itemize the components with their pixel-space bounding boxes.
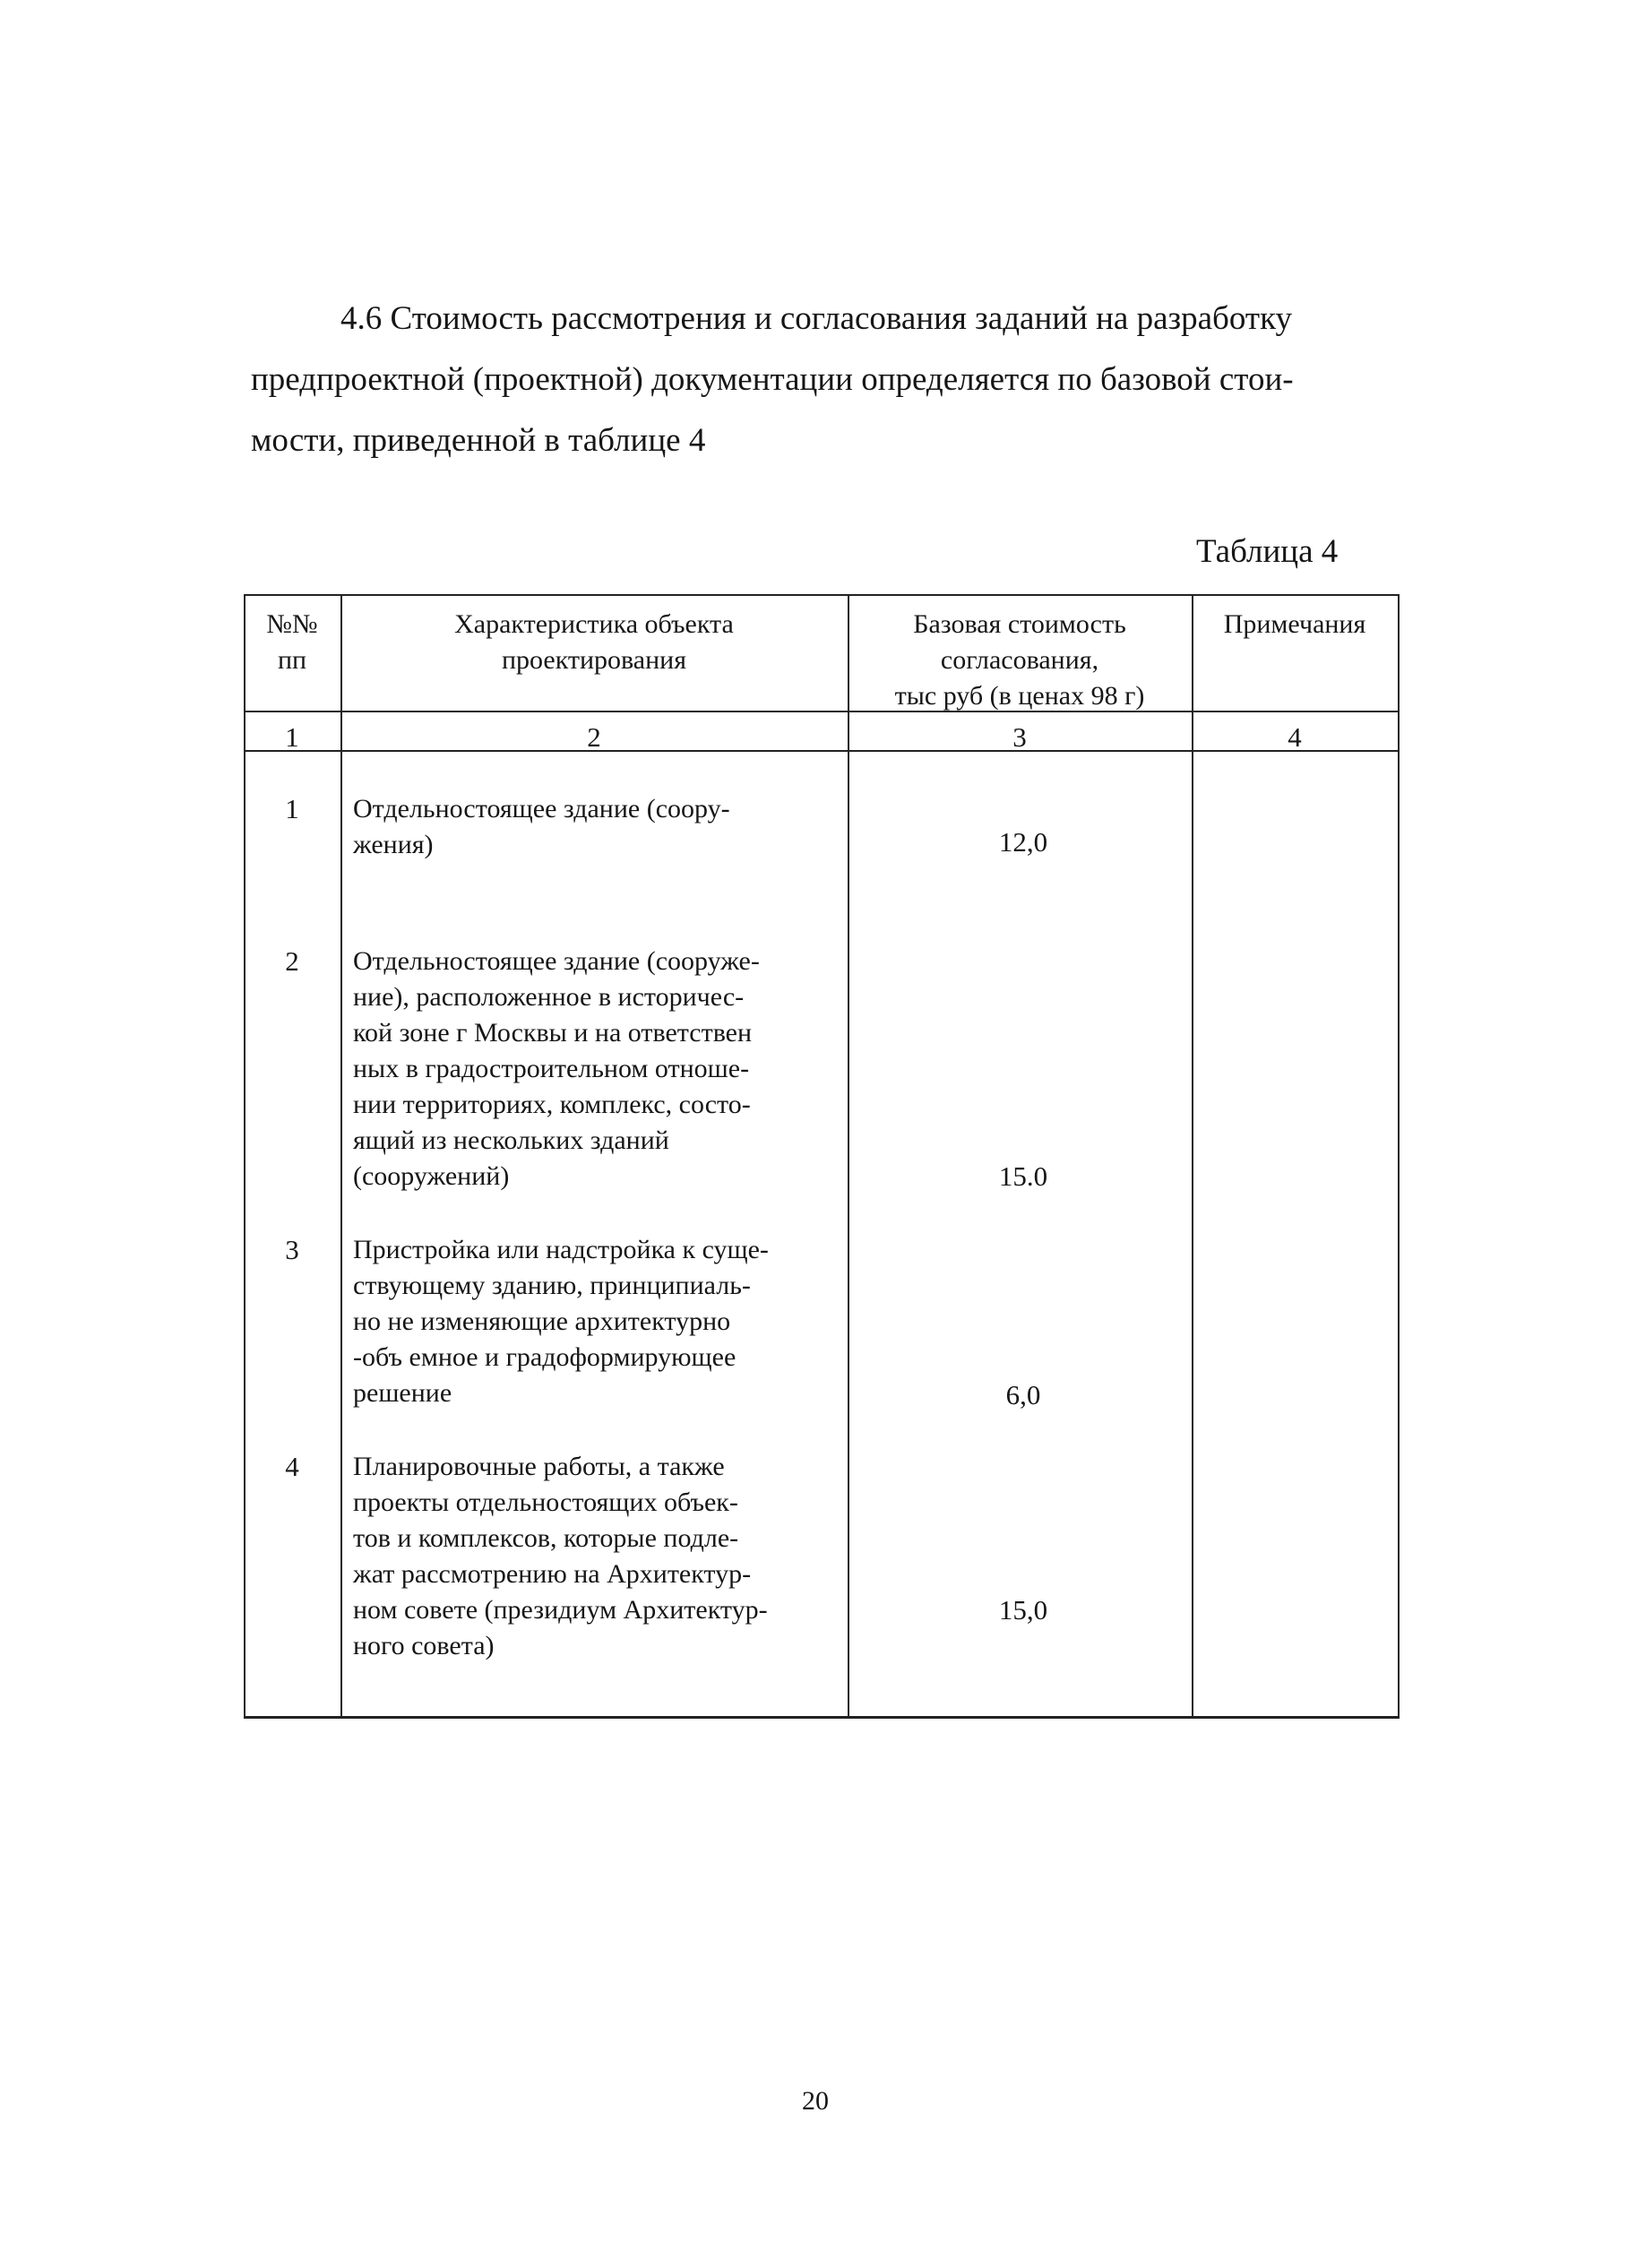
header-description xyxy=(340,607,848,678)
intro-paragraph xyxy=(251,289,1353,471)
description-line: нии территориях, комплекс, состо- xyxy=(353,1090,751,1119)
row-description xyxy=(353,944,837,1194)
column-number: 2 xyxy=(587,721,601,753)
row-cost: 15,0 xyxy=(998,1594,1048,1626)
header-text: №№ xyxy=(266,609,318,639)
header-text: пп xyxy=(277,645,307,675)
column-number: 1 xyxy=(285,721,299,753)
column-number: 4 xyxy=(1288,721,1302,753)
paragraph-line: предпроектной (проектной) документации определяется по базовой стои- xyxy=(251,361,1294,398)
page-number: 20 xyxy=(802,2086,829,2116)
header-divider xyxy=(244,711,1400,712)
row-number: 1 xyxy=(285,793,299,824)
description-line: ствующему зданию, принципиаль- xyxy=(353,1271,751,1300)
description-line: ных в градостроительном отноше- xyxy=(353,1054,750,1083)
description-line: жения) xyxy=(353,830,434,859)
row-cost: 6,0 xyxy=(1005,1379,1041,1410)
header-text: тыс руб (в ценах 98 г) xyxy=(894,681,1145,711)
description-line: ящий из нескольких зданий xyxy=(353,1125,669,1155)
paragraph-line: мости, приведенной в таблице 4 xyxy=(251,422,706,459)
header-notes xyxy=(1192,607,1398,642)
description-line: Пристройка или надстройка к суще- xyxy=(353,1235,769,1264)
description-line: ние), расположенное в историчес- xyxy=(353,982,745,1012)
description-line: тов и комплексов, которые подле- xyxy=(353,1523,739,1553)
column-divider xyxy=(1192,596,1193,1716)
header-text: Примечания xyxy=(1223,609,1366,639)
header-text: Базовая стоимость xyxy=(913,609,1126,639)
row-description xyxy=(353,1449,837,1664)
row-number: 4 xyxy=(285,1451,299,1482)
description-line: решение xyxy=(353,1378,452,1408)
row-description xyxy=(353,791,837,863)
table-caption: Таблица 4 xyxy=(1196,533,1339,570)
header-num xyxy=(244,607,340,678)
row-cost: 15.0 xyxy=(998,1160,1048,1192)
description-line: ном совете (президиум Архитектур- xyxy=(353,1595,768,1625)
description-line: Планировочные работы, а также xyxy=(353,1452,725,1481)
description-line: Отдельностоящее здание (сооруже- xyxy=(353,946,760,976)
header-base-cost xyxy=(848,607,1192,714)
description-line: Отдельностоящее здание (соору- xyxy=(353,794,730,824)
column-divider xyxy=(848,596,849,1716)
header-text: согласования, xyxy=(940,645,1099,675)
row-number: 2 xyxy=(285,945,299,977)
header-text: проектирования xyxy=(501,645,687,675)
description-line: жат рассмотрению на Архитектур- xyxy=(353,1559,752,1589)
row-cost: 12,0 xyxy=(998,826,1048,858)
row-description xyxy=(353,1232,837,1411)
description-line: (сооружений) xyxy=(353,1161,510,1191)
description-line: -объ емное и градоформирующее xyxy=(353,1342,736,1372)
cost-table xyxy=(244,594,1400,1719)
paragraph-line: 4.6 Стоимость рассмотрения и согласования заданий на разработку xyxy=(340,300,1293,337)
description-line: но не изменяющие архитектурно xyxy=(353,1306,731,1336)
column-divider xyxy=(340,596,342,1716)
description-line: кой зоне г Москвы и на ответствен xyxy=(353,1018,753,1048)
header-text: Характеристика объекта xyxy=(454,609,734,639)
table-border-left xyxy=(244,596,245,1716)
column-number: 3 xyxy=(1012,721,1027,753)
description-line: ного совета) xyxy=(353,1631,495,1660)
row-number: 3 xyxy=(285,1234,299,1265)
table-border-right xyxy=(1398,596,1400,1716)
description-line: проекты отдельностоящих объек- xyxy=(353,1488,738,1517)
